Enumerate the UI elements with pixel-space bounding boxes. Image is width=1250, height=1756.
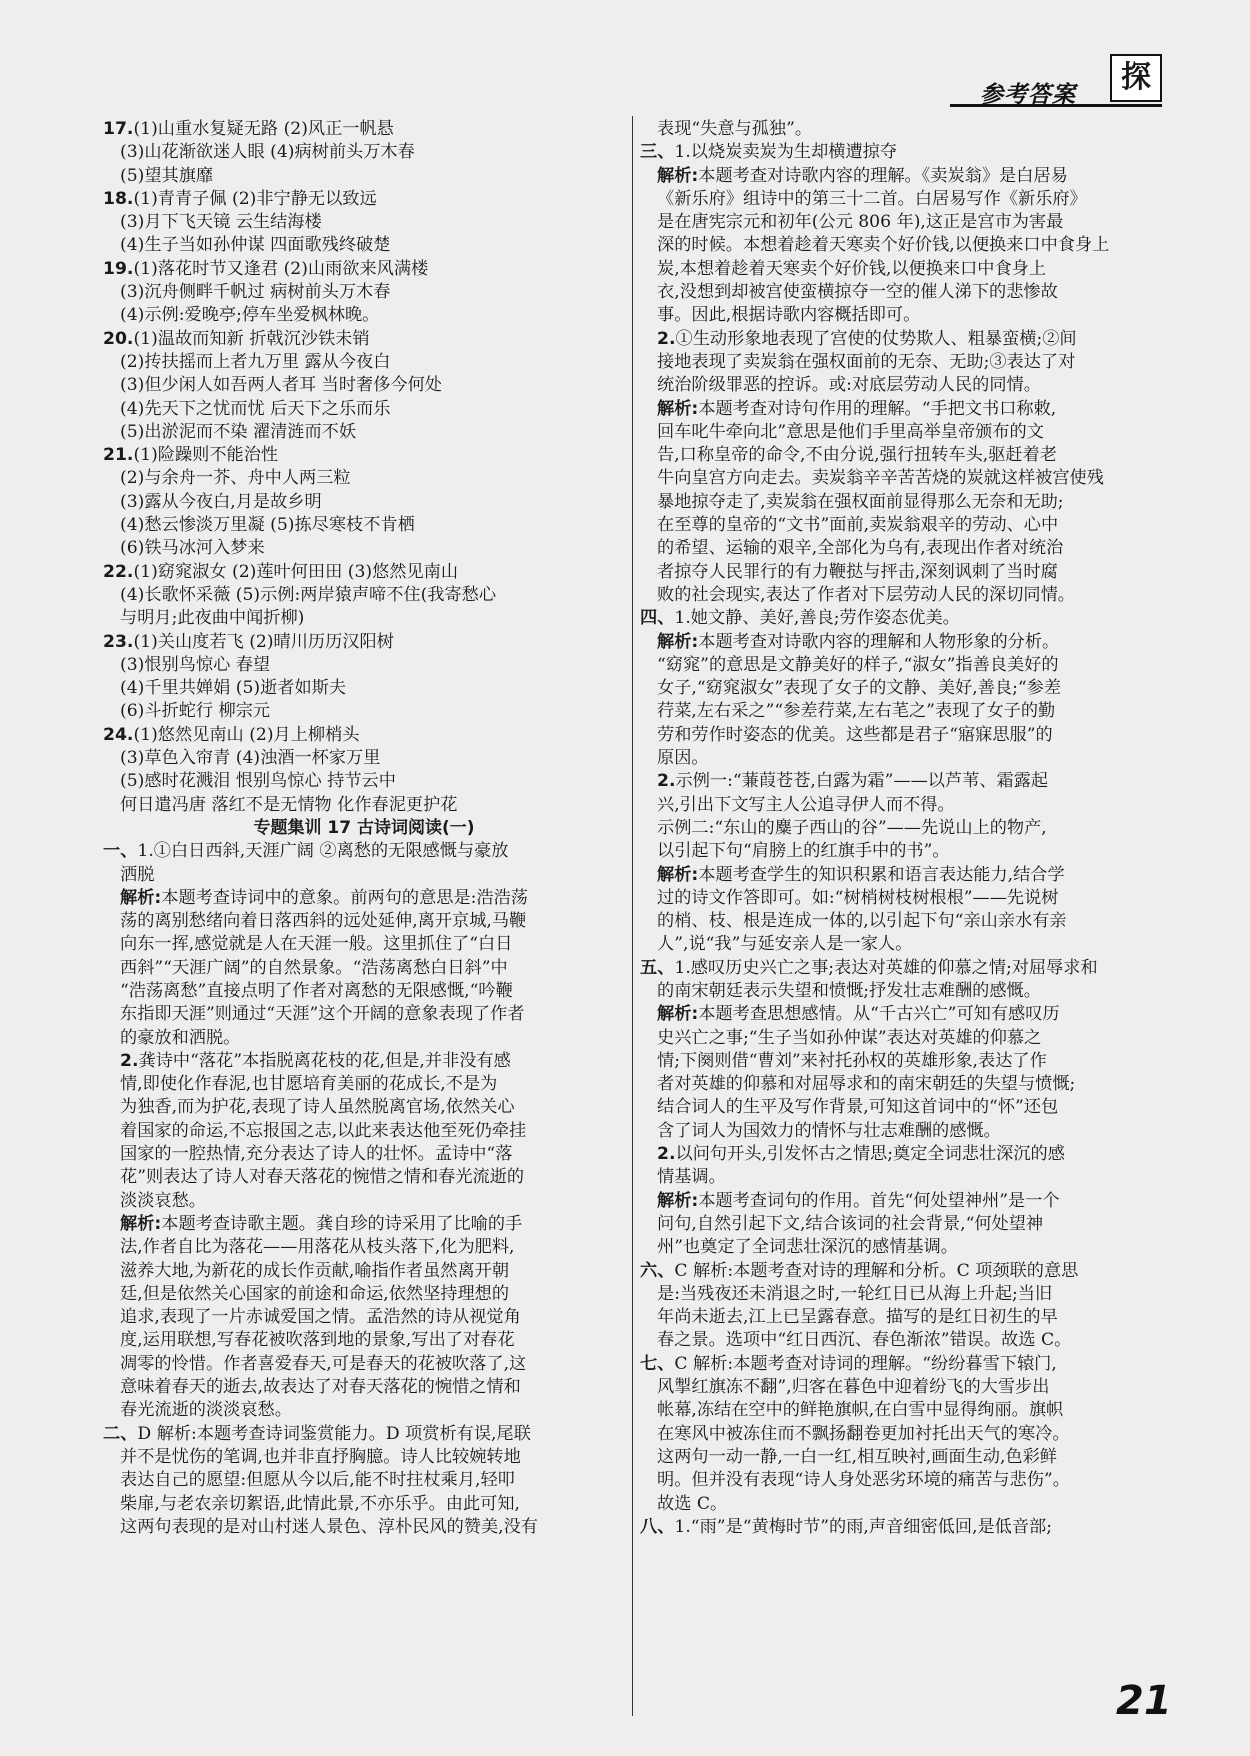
line-text: 衣,没想到却被宫使蛮横掠夺一空的催人涕下的悲惨故 <box>657 282 1058 303</box>
text-line <box>103 1493 625 1516</box>
text-line <box>640 211 1160 234</box>
line-text: (1)关山度若飞 (2)晴川历历汉阳树 <box>133 631 394 652</box>
text-line <box>103 1469 625 1492</box>
line-text: 凋零的怜惜。作者喜爱春天,可是春天的花被吹落了,这 <box>120 1353 527 1374</box>
text-line <box>103 887 625 910</box>
line-text: 向东一挥,感觉就是人在天涯一般。这里抓住了“白日 <box>120 934 513 955</box>
text-line <box>640 1283 1160 1306</box>
line-text: 1.她文静、美好,善良;劳作姿态优美。 <box>674 608 960 629</box>
text-line <box>103 1446 625 1469</box>
text-line <box>640 724 1160 747</box>
text-line <box>640 1096 1160 1119</box>
text-line <box>103 537 625 560</box>
text-line <box>640 677 1160 700</box>
line-text: 花”则表达了诗人对春天落花的惋惜之情和春光流逝的 <box>120 1167 525 1188</box>
text-line <box>103 211 625 234</box>
item-number: 23. <box>103 631 134 652</box>
line-text: 炭,本想着趁着天寒卖个好价钱,以便换来口中食身上 <box>657 258 1047 279</box>
line-text: (1)险躁则不能治性 <box>133 445 279 466</box>
text-line <box>103 1236 625 1259</box>
item-number: 2. <box>657 328 676 349</box>
text-line <box>640 1166 1160 1189</box>
text-line <box>640 1143 1160 1166</box>
line-text: 兴,引出下文写主人公追寻伊人而不得。 <box>657 794 955 815</box>
text-line <box>103 118 625 141</box>
item-number: 17. <box>103 119 134 139</box>
text-line <box>640 933 1160 956</box>
text-line <box>103 770 625 793</box>
line-text: 年尚未逝去,江上已呈露春意。描写的是红日初生的早 <box>657 1307 1058 1328</box>
line-text: 表现“失意与孤独”。 <box>657 119 813 139</box>
text-line <box>640 840 1160 863</box>
line-text: 廷,但是依然关心国家的前途和命运,依然坚持理想的 <box>120 1283 510 1304</box>
text-line <box>103 1027 625 1050</box>
line-text: 明。但并没有表现“诗人身处恶劣环境的痛苦与悲伤”。 <box>657 1470 1070 1491</box>
line-text: (4)生子当如孙仲谋 四面歌残终破楚 <box>120 235 391 256</box>
text-line <box>103 1260 625 1283</box>
text-line <box>103 1353 625 1376</box>
line-text: 以引起下句“肩膀上的红旗手中的书”。 <box>657 841 950 862</box>
analysis-label: 解析: <box>657 1004 699 1025</box>
line-text: 1.“雨”是“黄梅时节”的雨,声音细密低回,是低音部; <box>674 1516 1053 1537</box>
line-text: 追求,表现了一片赤诚爱国之情。孟浩然的诗从视觉角 <box>120 1307 521 1328</box>
line-text: (3)月下飞天镜 云生结海楼 <box>120 212 322 233</box>
text-line <box>640 607 1160 630</box>
line-text: 问句,自然引起下文,结合该词的社会背景,“何处望神 <box>657 1213 1044 1234</box>
line-text: 这两句表现的是对山村迷人景色、淳朴民风的赞美,没有 <box>120 1516 538 1537</box>
line-text: 为独香,而为护花,表现了诗人虽然脱离官场,依然关心 <box>120 1097 515 1118</box>
text-line <box>640 1306 1160 1329</box>
item-number: 七、 <box>640 1353 675 1374</box>
line-text: (1)山重水复疑无路 (2)风正一帆悬 <box>133 119 394 139</box>
text-line <box>103 234 625 257</box>
text-line <box>103 467 625 490</box>
text-line <box>103 141 625 164</box>
text-line <box>103 1376 625 1399</box>
text-line <box>103 561 625 584</box>
item-number: 五、 <box>640 957 675 978</box>
text-line <box>640 817 1160 840</box>
line-text: 过的诗文作答即可。如:“树梢树枝树根根”——先说树 <box>657 887 1059 908</box>
text-line <box>103 398 625 421</box>
text-line <box>640 561 1160 584</box>
text-line <box>103 747 625 770</box>
line-text: 深的时候。本想着趁着天寒卖个好价钱,以便换来口中食身上 <box>657 235 1110 256</box>
text-line <box>103 584 625 607</box>
line-text: 结合词人的生平及写作背景,可知这首词中的“怀”还包 <box>657 1097 1059 1118</box>
line-text: 本题考查对诗句作用的理解。“手把文书口称敕, <box>698 398 1057 419</box>
text-line <box>640 1469 1160 1492</box>
line-text: (1)悠然见南山 (2)月上柳梢头 <box>133 724 360 745</box>
text-line <box>103 1306 625 1329</box>
line-text: 荇菜,左右采之”“参差荇菜,左右芼之”表现了女子的勤 <box>657 701 1056 722</box>
text-line <box>103 840 625 863</box>
text-line <box>640 980 1160 1003</box>
text-line <box>103 794 625 817</box>
text-line <box>640 421 1160 444</box>
line-text: 着国家的命运,不忘报国之志,以此来表达他至死仍牵挂 <box>120 1120 527 1141</box>
line-text: 帐幕,冻结在空中的鲜艳旗帜,在白雪中显得绚丽。旗帜 <box>657 1400 1064 1421</box>
line-text: 示例二:“东山的麋子西山的谷”——先说山上的物产, <box>657 817 1047 838</box>
line-text: 接地表现了卖炭翁在强权面前的无奈、无助;③表达了对 <box>657 351 1076 372</box>
line-text: (5)感时花溅泪 恨别鸟惊心 持节云中 <box>120 771 396 792</box>
line-text: 法,作者自比为落花——用落花从枝头落下,化为肥料, <box>120 1237 515 1258</box>
text-line <box>640 631 1160 654</box>
item-number: 一、 <box>103 841 138 862</box>
item-number: 18. <box>103 188 134 209</box>
line-text: 并不是忧伤的笔调,也并非直抒胸臆。诗人比较婉转地 <box>120 1446 521 1467</box>
line-text: 西斜”“天涯广阔”的自然景象。“浩荡离愁白日斜”中 <box>120 957 508 978</box>
line-text: 的梢、枝、根是连成一体的,以引起下句“亲山亲水有亲 <box>657 911 1067 932</box>
analysis-label: 解析: <box>657 165 699 186</box>
analysis-label: 解析: <box>657 398 699 419</box>
line-text: 的希望、运输的艰辛,全部化为乌有,表现出作者对统治 <box>657 538 1064 559</box>
line-text: 龚诗中“落花”本指脱离花枝的花,但是,并非没有感 <box>138 1050 511 1071</box>
line-text: (4)示例:爱晚亭;停车坐爱枫林晚。 <box>120 305 380 326</box>
analysis-label: 解析: <box>120 1213 162 1234</box>
text-line <box>103 421 625 444</box>
text-line <box>640 957 1160 980</box>
analysis-label: 解析: <box>120 887 162 908</box>
text-line <box>103 1399 625 1422</box>
text-line <box>103 1283 625 1306</box>
text-line <box>103 165 625 188</box>
text-line <box>640 1120 1160 1143</box>
line-text: 春光流逝的淡淡哀愁。 <box>120 1400 292 1421</box>
line-text: 本题考查对诗歌内容的理解和人物形象的分析。 <box>698 631 1060 652</box>
line-text: (3)露从今夜白,月是故乡明 <box>120 491 322 512</box>
text-line <box>103 1516 625 1539</box>
item-number: 2. <box>657 771 676 792</box>
text-line <box>640 794 1160 817</box>
text-line <box>103 1003 625 1026</box>
text-line <box>103 654 625 677</box>
line-text: 1.①白日西斜,天涯广阔 ②离愁的无限感慨与豪放 <box>137 841 509 862</box>
text-line <box>103 304 625 327</box>
line-text: (1)落花时节又逢君 (2)山雨欲来风满楼 <box>133 258 429 279</box>
line-text: (1)青青子佩 (2)非宁静无以致远 <box>133 188 377 209</box>
text-line <box>640 747 1160 770</box>
text-line <box>103 444 625 467</box>
line-text: 女子,“窈窕淑女”表现了女子的文静、美好,善良;“参差 <box>657 678 1062 699</box>
text-line <box>103 491 625 514</box>
line-text: 与明月;此夜曲中闻折柳) <box>120 608 305 629</box>
item-number: 24. <box>103 724 134 745</box>
text-line <box>103 607 625 630</box>
text-line <box>640 1260 1160 1283</box>
line-text: 告,口称皇帝的命令,不由分说,强行扭转车头,驱赶着老 <box>657 445 1057 466</box>
analysis-label: 解析: <box>657 1190 699 1211</box>
line-text: 败的社会现实,表达了作者对下层劳动人民的深切同情。 <box>657 584 1075 605</box>
item-number: 21. <box>103 445 134 466</box>
text-line <box>103 188 625 211</box>
line-text: 本题考查词句的作用。首先“何处望神州”是一个 <box>698 1190 1060 1211</box>
line-text: (6)斗折蛇行 柳宗元 <box>120 701 271 722</box>
line-text: 本题考查学生的知识积累和语言表达能力,结合学 <box>698 864 1065 885</box>
text-line <box>640 1516 1160 1539</box>
text-line <box>640 1236 1160 1259</box>
item-number: 22. <box>103 561 134 582</box>
item-number: 三、 <box>640 142 675 163</box>
text-line <box>103 374 625 397</box>
section-title: 专题集训 17 古诗词阅读(一) <box>253 817 475 838</box>
text-line <box>103 281 625 304</box>
text-line <box>640 1027 1160 1050</box>
text-line <box>640 328 1160 351</box>
text-line <box>640 258 1160 281</box>
text-line <box>640 910 1160 933</box>
line-text: 本题考查对诗歌内容的理解。《卖炭翁》是白居易 <box>698 165 1068 186</box>
line-text: 滋养大地,为新花的成长作贡献,喻指作者虽然离开朝 <box>120 1260 510 1281</box>
line-text: (3)恨别鸟惊心 春望 <box>120 654 271 675</box>
text-line <box>103 631 625 654</box>
line-text: ①生动形象地表现了宫使的仗势欺人、粗暴蛮横;②间 <box>675 328 1077 349</box>
line-text: 在至尊的皇帝的“文书”面前,卖炭翁艰辛的劳动、心中 <box>657 515 1059 536</box>
line-text: 本题考查思想感情。从“千古兴亡”可知有感叹历 <box>698 1004 1060 1025</box>
line-text: 以问句开头,引发怀古之情思;奠定全词悲壮深沉的感 <box>675 1144 1065 1165</box>
text-line <box>640 281 1160 304</box>
text-line <box>640 1376 1160 1399</box>
header-rule <box>950 104 1162 107</box>
line-text: 情;下阕则借“曹刘”来衬托孙权的英雄形象,表达了作 <box>657 1050 1047 1071</box>
line-text: (6)铁马冰河入梦来 <box>120 538 265 559</box>
text-line <box>103 1329 625 1352</box>
text-line <box>640 165 1160 188</box>
line-text: 故选 C。 <box>657 1493 728 1514</box>
left-column <box>103 118 625 1539</box>
line-text: 者掠夺人民罪行的有力鞭挞与抨击,深刻讽刺了当时腐 <box>657 561 1058 582</box>
item-number: 六、 <box>640 1260 675 1281</box>
line-text: (5)望其旗靡 <box>120 165 214 186</box>
text-line <box>640 141 1160 164</box>
text-line <box>640 1446 1160 1469</box>
line-text: 情基调。 <box>657 1167 726 1188</box>
text-line <box>640 537 1160 560</box>
line-text: 者对英雄的仰慕和对屈辱求和的南宋朝廷的失望与愤慨; <box>657 1074 1076 1095</box>
header-title: 参考答案 <box>980 82 1076 108</box>
text-line <box>103 1050 625 1073</box>
text-line <box>640 887 1160 910</box>
text-line <box>103 258 625 281</box>
text-line <box>640 118 1160 141</box>
line-text: 的南宋朝廷表示失望和愤慨;抒发壮志难酬的感慨。 <box>657 980 1041 1001</box>
item-number: 八、 <box>640 1516 675 1537</box>
line-text: 人”,说“我”与延安亲人是一家人。 <box>657 934 913 955</box>
line-text: 的豪放和洒脱。 <box>120 1027 241 1048</box>
text-line <box>640 700 1160 723</box>
text-line <box>640 584 1160 607</box>
line-text: 牛向皇宫方向走去。卖炭翁辛辛苦苦烧的炭就这样被宫使残 <box>657 468 1104 489</box>
text-line <box>640 1050 1160 1073</box>
line-text: 何日遣冯唐 落红不是无情物 化作春泥更护花 <box>120 794 458 815</box>
line-text: 本题考查诗词中的意象。前两句的意思是:浩浩荡 <box>161 887 528 908</box>
text-line <box>103 1073 625 1096</box>
line-text: C 解析:本题考查对诗词的理解。“纷纷暮雪下辕门, <box>674 1353 1057 1374</box>
text-line <box>103 1143 625 1166</box>
text-line <box>640 770 1160 793</box>
text-line <box>640 1003 1160 1026</box>
line-text: 回车叱牛牵向北”意思是他们手里高举皇帝颁布的文 <box>657 421 1044 442</box>
text-line <box>640 1423 1160 1446</box>
line-text: 意味着春天的逝去,故表达了对春天落花的惋惜之情和 <box>120 1377 521 1398</box>
page-number: 21 <box>1116 1678 1172 1724</box>
text-line <box>103 700 625 723</box>
line-text: 风掣红旗冻不翻”,归客在暮色中迎着纷飞的大雪步出 <box>657 1377 1050 1398</box>
text-line <box>103 980 625 1003</box>
line-text: (4)长歌怀采薇 (5)示例:两岸猿声啼不住(我寄愁心 <box>120 584 497 605</box>
text-line <box>103 1190 625 1213</box>
line-text: 荡的离别愁绪向着日落西斜的远处延伸,离开京城,马鞭 <box>120 911 527 932</box>
text-line <box>103 1120 625 1143</box>
line-text: (3)但少闲人如吾两人者耳 当时奢侈今何处 <box>120 375 442 396</box>
line-text: 史兴亡之事;“生子当如孙仲谋”表达对英雄的仰慕之 <box>657 1027 1042 1048</box>
text-line <box>640 351 1160 374</box>
item-number: 2. <box>657 1144 676 1165</box>
text-line <box>103 1096 625 1119</box>
line-text: 事。因此,根据诗歌内容概括即可。 <box>657 305 921 326</box>
text-line <box>103 1423 625 1446</box>
text-line <box>640 1399 1160 1422</box>
header-logo: 探 <box>1110 54 1162 102</box>
column-divider <box>632 116 633 1716</box>
text-line <box>640 1213 1160 1236</box>
text-line <box>640 1329 1160 1352</box>
line-text: 度,运用联想,写春花被吹落到地的景象,写出了对春花 <box>120 1330 515 1351</box>
analysis-label: 解析: <box>657 631 699 652</box>
line-text: 暴地掠夺走了,卖炭翁在强权面前显得那么无奈和无助; <box>657 491 1064 512</box>
line-text: (4)愁云惨淡万里凝 (5)拣尽寒枝不肯栖 <box>120 515 415 536</box>
line-text: (1)温故而知新 折戟沉沙铁未销 <box>133 328 370 349</box>
text-line <box>103 864 625 887</box>
text-line <box>103 677 625 700</box>
line-text: 劳和劳作时姿态的优美。这些都是君子“寤寐思服”的 <box>657 724 1053 745</box>
text-line <box>103 724 625 747</box>
text-line <box>640 1353 1160 1376</box>
line-text: 东指即天涯”则通过“天涯”这个开阔的意象表现了作者 <box>120 1004 525 1025</box>
text-line <box>103 351 625 374</box>
text-line <box>640 514 1160 537</box>
text-line <box>640 491 1160 514</box>
text-line <box>640 374 1160 397</box>
line-text: (5)出淤泥而不染 濯清涟而不妖 <box>120 421 357 442</box>
text-line <box>640 188 1160 211</box>
line-text: 柴扉,与老农亲切絮语,此情此景,不亦乐乎。由此可知, <box>120 1493 520 1514</box>
item-number: 19. <box>103 258 134 279</box>
text-line <box>640 654 1160 677</box>
line-text: 统治阶级罪恶的控诉。或:对底层劳动人民的同情。 <box>657 375 1041 396</box>
line-text: (3)山花渐欲迷人眼 (4)病树前头万木春 <box>120 142 415 163</box>
line-text: 表达自己的愿望:但愿从今以后,能不时拄杖乘月,轻叩 <box>120 1470 515 1491</box>
text-line <box>103 1166 625 1189</box>
right-column <box>640 118 1160 1539</box>
text-line <box>640 1073 1160 1096</box>
line-text: (2)抟扶摇而上者九万里 露从今夜白 <box>120 351 391 372</box>
line-text: (1)窈窕淑女 (2)莲叶何田田 (3)悠然见南山 <box>133 561 459 582</box>
line-text: (3)草色入帘青 (4)浊酒一杯家万里 <box>120 748 381 769</box>
line-text: 州”也奠定了全词悲壮深沉的感情基调。 <box>657 1237 958 1258</box>
text-line <box>640 398 1160 421</box>
text-line <box>640 304 1160 327</box>
line-text: 原因。 <box>657 748 709 769</box>
text-line <box>103 910 625 933</box>
line-text: (2)与余舟一芥、舟中人两三粒 <box>120 468 351 489</box>
text-line <box>103 933 625 956</box>
line-text: 国家的一腔热情,充分表达了诗人的壮怀。孟诗中“落 <box>120 1144 513 1165</box>
line-text: C 解析:本题考查对诗的理解和分析。C 项颈联的意思 <box>674 1260 1079 1281</box>
item-number: 四、 <box>640 608 675 629</box>
text-line <box>103 514 625 537</box>
line-text: “浩荡离愁”直接点明了作者对离愁的无限感慨,“吟鞭 <box>120 980 513 1001</box>
analysis-label: 解析: <box>657 864 699 885</box>
line-text: 情,即使化作春泥,也甘愿培育美丽的花成长,不是为 <box>120 1074 498 1095</box>
line-text: 示例一:“蒹葭苍苍,白露为霜”——以芦苇、霜露起 <box>675 771 1049 792</box>
line-text: 是在唐宪宗元和初年(公元 806 年),这正是宫市为害最 <box>657 212 1064 233</box>
line-text: 《新乐府》组诗中的第三十二首。白居易写作《新乐府》 <box>657 188 1087 209</box>
line-text: “窈窕”的意思是文静美好的样子,“淑女”指善良美好的 <box>657 654 1059 675</box>
text-line <box>640 467 1160 490</box>
line-text: (4)先天下之忧而忧 后天下之乐而乐 <box>120 398 391 419</box>
line-text: 1.感叹历史兴亡之事;表达对英雄的仰慕之情;对屈辱求和 <box>674 957 1098 978</box>
text-line <box>103 328 625 351</box>
line-text: 在寒风中被冻住而不飘扬翻卷更加衬托出天气的寒冷。 <box>657 1423 1070 1444</box>
item-number: 二、 <box>103 1423 138 1444</box>
line-text: (4)千里共婵娟 (5)逝者如斯夫 <box>120 678 347 699</box>
line-text: 1.以烧炭卖炭为生却横遭掠夺 <box>674 142 898 163</box>
text-line <box>103 1213 625 1236</box>
page-header <box>950 48 1162 110</box>
line-text: 是:当残夜还未消退之时,一轮红日已从海上升起;当旧 <box>657 1283 1053 1304</box>
line-text: 春之景。选项中“红日西沉、春色渐浓”错误。故选 C。 <box>657 1330 1072 1351</box>
text-line <box>640 1493 1160 1516</box>
item-number: 2. <box>120 1050 139 1071</box>
item-number: 20. <box>103 328 134 349</box>
line-text: D 解析:本题考查诗词鉴赏能力。D 项赏析有误,尾联 <box>137 1423 531 1444</box>
line-text: 淡淡哀愁。 <box>120 1190 206 1211</box>
text-line <box>640 234 1160 257</box>
text-line <box>103 957 625 980</box>
line-text: 含了词人为国效力的情怀与壮志难酬的感慨。 <box>657 1120 1001 1141</box>
text-line <box>640 444 1160 467</box>
line-text: 这两句一动一静,一白一红,相互映衬,画面生动,色彩鲜 <box>657 1446 1057 1467</box>
line-text: 本题考查诗歌主题。龚自珍的诗采用了比喻的手 <box>161 1213 523 1234</box>
line-text: (3)沉舟侧畔千帆过 病树前头万木春 <box>120 282 391 303</box>
line-text: 洒脱 <box>120 864 155 885</box>
text-line <box>640 864 1160 887</box>
text-line <box>640 1190 1160 1213</box>
